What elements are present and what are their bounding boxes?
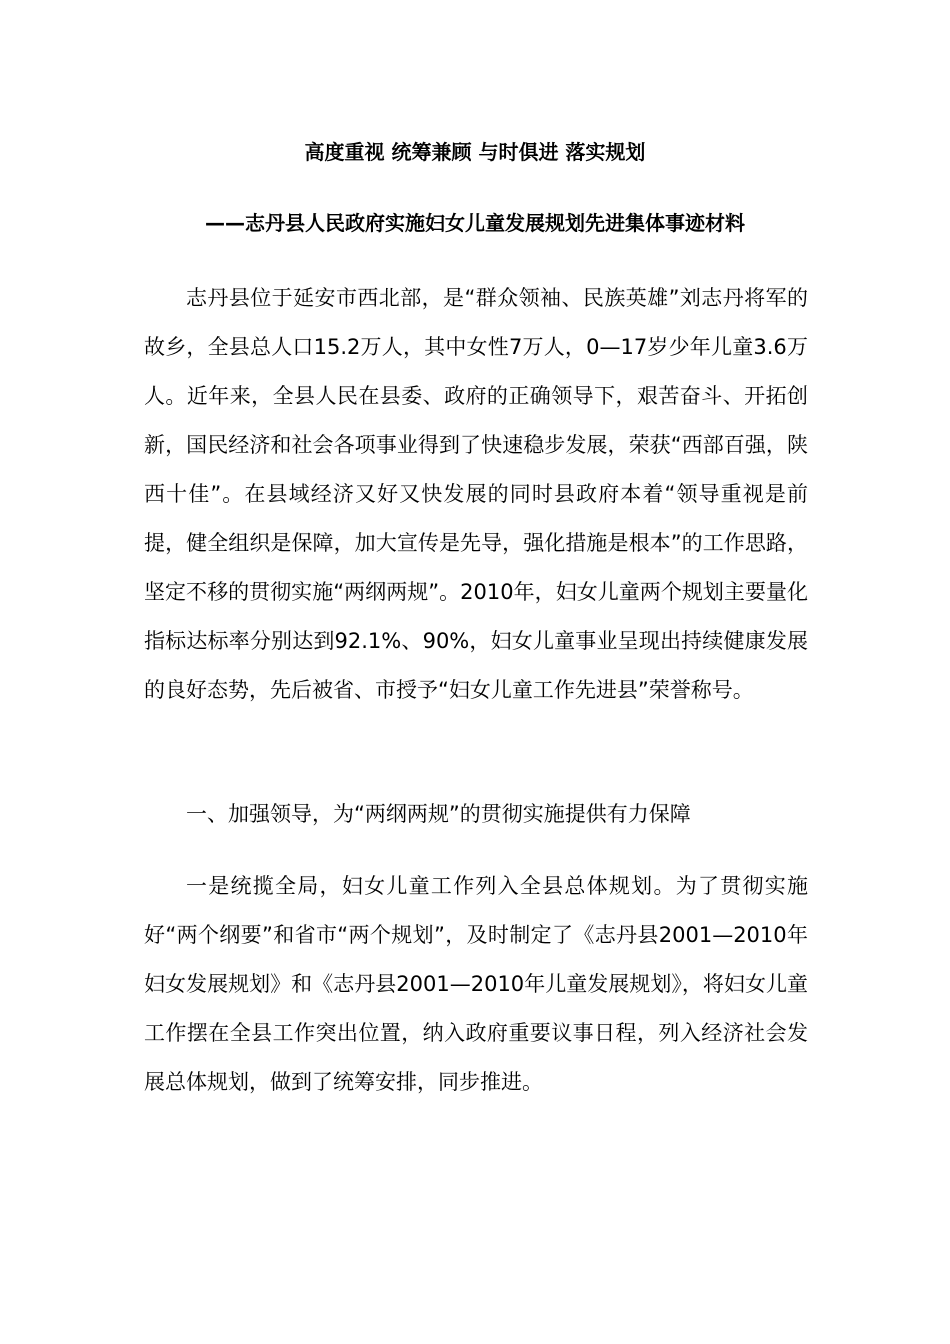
paragraph-intro: 志丹县位于延安市西北部，是“群众领袖、民族英雄”刘志丹将军的故乡，全县总人口15.2万人，其中女性7万人，0—17岁少年儿童3.6万人。近年来，全县人民在县委、政府的正确领导下，艰苦奋斗、开拓创新，国民经济和社会各项事业得到了快速稳步发展，荣获“西部百强，陕西十佳”。在县域经济又好又快发展的同时县政府本着“领导重视是前提，健全组织是保障，加大宣传是先导，强化措施是根本”的工作思路，坚定不移的贯彻实施“两纲两规”。2010年，妇女儿童两个规划主要量化指标达标率分别达到92.1%、90%，妇女儿童事业呈现出持续健康发展的良好态势，先后被省、市授予“妇女儿童工作先进县”荣誉称号。 — [144, 286, 808, 702]
section-heading-1: 一、加强领导，为“两纲两规”的贯彻实施提供有力保障 — [186, 802, 691, 826]
paragraph-section-1: 一是统揽全局，妇女儿童工作列入全县总体规划。为了贯彻实施好“两个纲要”和省市“两个规划”，及时制定了《志丹县2001—2010年妇女发展规划》和《志丹县2001—2010年儿童发展规划》，将妇女儿童工作摆在全县工作突出位置，纳入政府重要议事日程，列入经济社会发展总体规划，做到了统筹安排，同步推进。 — [144, 874, 808, 1094]
document-title: 高度重视 统筹兼顾 与时俱进 落实规划 — [304, 140, 646, 164]
document-subtitle: ——志丹县人民政府实施妇女儿童发展规划先进集体事迹材料 — [205, 211, 745, 235]
